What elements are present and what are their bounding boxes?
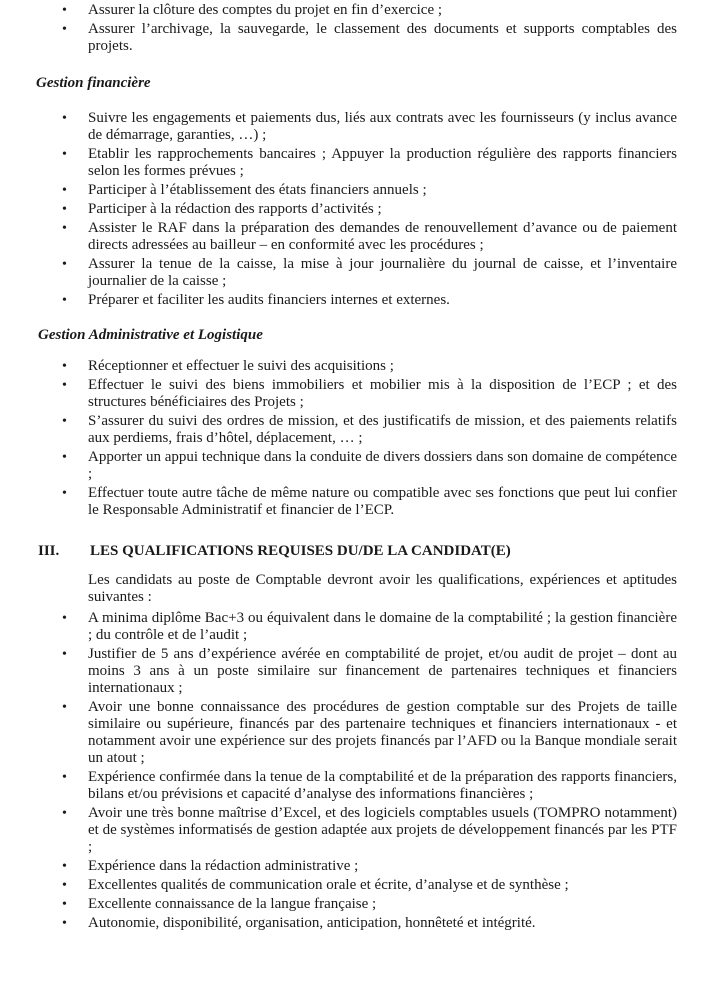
section-number: III.: [38, 543, 60, 559]
list-item: • Autonomie, disponibilité, organisation, anticipation, honnêteté et intégrité.: [62, 915, 677, 932]
list-item: • Suivre les engagements et paiements dus, liés aux contrats avec les fournisseurs (y inclus avance de démarrage, garanties, …) ;: [62, 110, 677, 144]
top-bullet-list: [62, 2, 677, 55]
list-item: • Justifier de 5 ans d’expérience avérée en comptabilité de projet, et/ou audit de projet – dont au moins 3 ans à un poste similaire sur financement de partenaires techniques et financiers internationaux ;: [62, 646, 677, 697]
section-intro: Les candidats au poste de Comptable devront avoir les qualifications, expériences et aptitudes suivantes :: [88, 572, 677, 605]
list-item: • Expérience confirmée dans la tenue de la comptabilité et de la préparation des rapports financiers, bilans et/ou prévisions et capacité d’analyse des informations financières ;: [62, 769, 677, 803]
qualifications-list: [62, 610, 677, 932]
list-item: • Apporter un appui technique dans la conduite de divers dossiers dans son domaine de compétence ;: [62, 449, 677, 483]
heading-gestion-administrative: Gestion Administrative et Logistique: [38, 327, 263, 343]
list-item: • Etablir les rapprochements bancaires ; Appuyer la production régulière des rapports financiers selon les formes prévues ;: [62, 146, 677, 180]
heading-gestion-financiere: Gestion financière: [36, 75, 151, 91]
list-item: • Excellente connaissance de la langue française ;: [62, 896, 677, 913]
list-item: • Assurer la tenue de la caisse, la mise à jour journalière du journal de caisse, et l’inventaire journalier de la caisse ;: [62, 256, 677, 290]
list-item: • S’assurer du suivi des ordres de mission, et des justificatifs de mission, et des paiements relatifs aux perdiems, frais d’hôtel, déplacement, … ;: [62, 413, 677, 447]
list-item: • Avoir une bonne connaissance des procédures de gestion comptable sur des Projets de taille similaire ou supérieure, financés par des partenaire techniques et financiers internationaux - et notamment avoir une expérience sur des projets financés par l’AFD ou la Banque mondiale serait un atout ;: [62, 699, 677, 767]
list-item: • Réceptionner et effectuer le suivi des acquisitions ;: [62, 358, 677, 375]
list-item: • Assurer la clôture des comptes du projet en fin d’exercice ;: [62, 2, 677, 19]
list-item: • A minima diplôme Bac+3 ou équivalent dans le domaine de la comptabilité ; la gestion financière ; du contrôle et de l’audit ;: [62, 610, 677, 644]
section-heading-qualifications: [38, 543, 677, 560]
list-item: • Effectuer le suivi des biens immobiliers et mobilier mis à la disposition de l’ECP ; et des structures bénéficiaires des Projets ;: [62, 377, 677, 411]
list-item: • Expérience dans la rédaction administrative ;: [62, 858, 677, 875]
list-item: • Excellentes qualités de communication orale et écrite, d’analyse et de synthèse ;: [62, 877, 677, 894]
list-item: • Avoir une très bonne maîtrise d’Excel, et des logiciels comptables usuels (TOMPRO notamment) et de systèmes informatisés de gestion adaptée aux projets de développement financés par les PTF ;: [62, 805, 677, 856]
gestion-administrative-list: [62, 358, 677, 519]
list-item: • Effectuer toute autre tâche de même nature ou compatible avec ses fonctions que peut lui confier le Responsable Administratif et financier de l’ECP.: [62, 485, 677, 519]
list-item: • Assurer l’archivage, la sauvegarde, le classement des documents et supports comptables des projets.: [62, 21, 677, 55]
list-item: • Assister le RAF dans la préparation des demandes de renouvellement d’avance ou de paiement directs adressées au bailleur – en conformité avec les procédures ;: [62, 220, 677, 254]
list-item: • Participer à la rédaction des rapports d’activités ;: [62, 201, 677, 218]
section-title: LES QUALIFICATIONS REQUISES DU/DE LA CANDIDAT(E): [90, 543, 511, 559]
list-item: • Participer à l’établissement des états financiers annuels ;: [62, 182, 677, 199]
list-item: • Préparer et faciliter les audits financiers internes et externes.: [62, 292, 677, 309]
gestion-financiere-list: [62, 110, 677, 309]
